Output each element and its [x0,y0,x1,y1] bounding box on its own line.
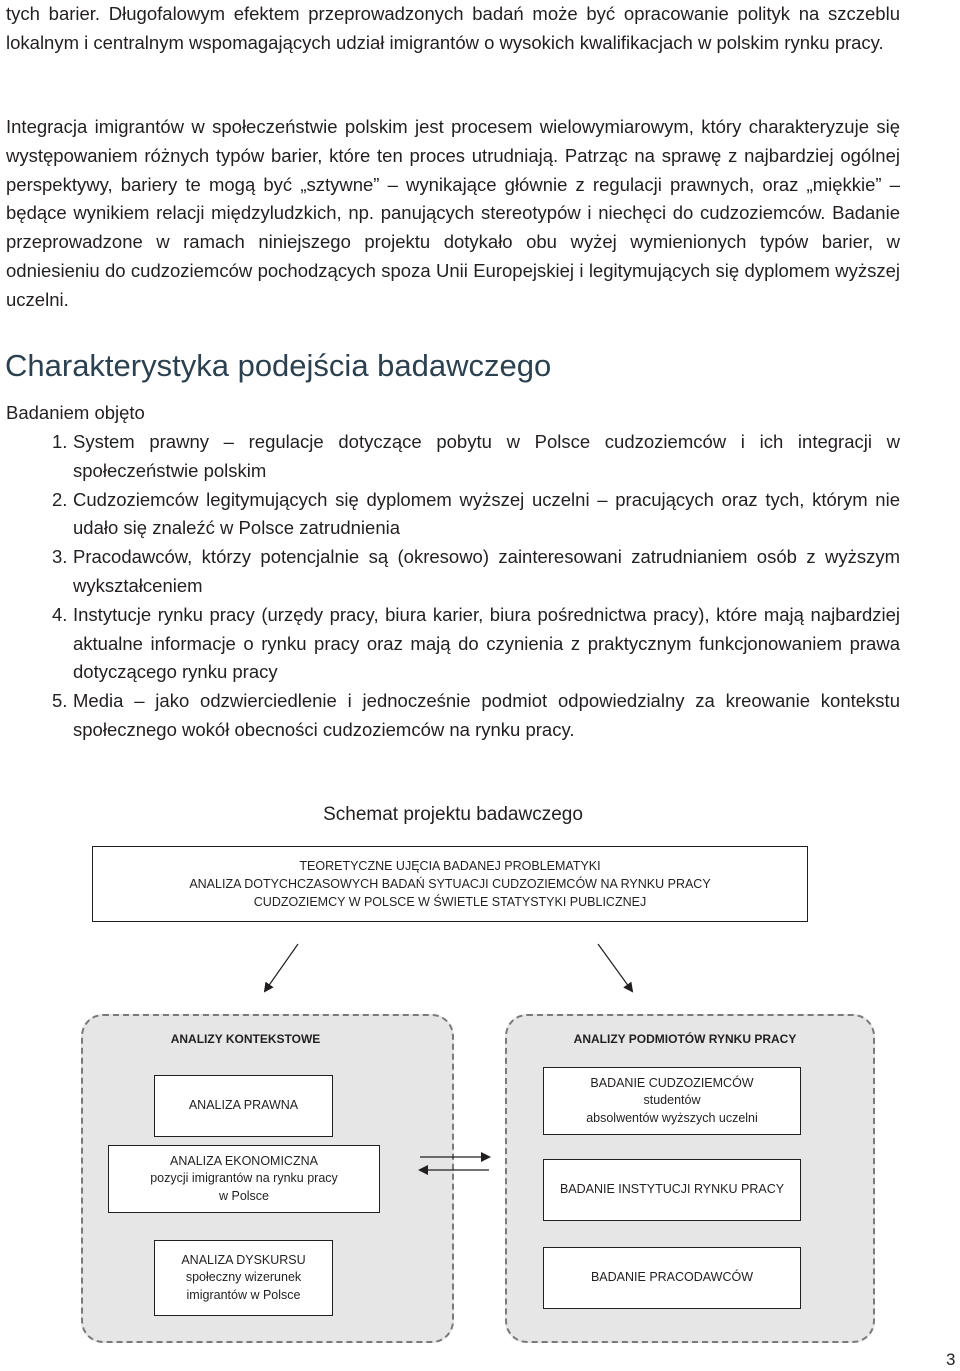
theory-box-line-3: CUDZOZIEMCY W POLSCE W ŚWIETLE STATYSTYKI PUBLICZNEJ [253,895,647,909]
research-scope-list [6,428,900,745]
list-item-text: System prawny – regulacje dotyczące pobytu w Polsce cudzoziemców i ich integracji w społeczeństwie polskim [73,431,900,481]
list-item [6,428,900,486]
legal-analysis-box [154,1075,333,1137]
intro-paragraph-2: Integracja imigrantów w społeczeństwie polskim jest procesem wielowymiarowym, który charakteryzuje się występowaniem różnych typów barier, które ten proces utrudniają. Patrząc na sprawę z najbardziej ogólnej perspektywy, bariery te mogą być „sztywne” – wynikające głównie z regulacji prawnych, oraz „miękkie” – będące wynikiem relacji międzyludzkich, np. panujących stereotypów i niechęci do cudzoziemców. Badanie przeprowadzone w ramach niniejszego projektu dotykało obu wyżej wymienionych typów barier, w odniesieniu do cudzoziemców pochodzących spoza Unii Europejskiej i legitymujących się dyplomem wyższej uczelni. [6,116,900,310]
discourse-analysis-title: ANALIZA DYSKURSU [181,1252,306,1267]
economic-analysis-title: ANALIZA EKONOMICZNA [170,1153,318,1168]
section-heading: Charakterystyka podejścia badawczego [5,348,552,383]
intro-paragraph-1: tych barier. Długofalowym efektem przeprowadzonych badań może być opracowanie polityk na szczeblu lokalnym i centralnym wspomagających udział imigrantów o wysokich kwalifikacjach w polskim rynku pracy. [6,3,900,53]
theory-box [92,846,808,922]
economic-analysis-line-2: pozycji imigrantów na rynku pracy [150,1171,338,1186]
list-item-text: Media – jako odzwierciedlenie i jednocześnie podmiot odpowiedzialny za kreowanie kontekstu społecznego wokół obecności cudzoziemców na rynku pracy. [73,690,900,740]
foreigners-study-line-3: absolwentów wyższych uczelni [586,1110,758,1125]
foreigners-study-box [543,1067,801,1135]
economic-analysis-line-3: w Polsce [218,1188,270,1203]
discourse-analysis-line-3: imigrantów w Polsce [186,1287,301,1302]
institutions-study-title: BADANIE INSTYTUCJI RYNKU PRACY [559,1182,785,1197]
employers-study-title: BADANIE PRACODAWCÓW [590,1270,754,1285]
page-number: 3 [946,1350,956,1369]
list-item-text: Pracodawców, którzy potencjalnie są (okresowo) zainteresowani zatrudnianiem osób z wyższym wykształceniem [73,546,900,596]
list-item [6,543,900,601]
context-analyses-label: ANALIZY KONTEKSTOWE [170,1032,321,1046]
section-subheading: Badaniem objęto [6,402,145,423]
schema-title: Schemat projektu badawczego [323,804,583,825]
arrow-right-down [598,944,632,991]
list-item-text: Instytucje rynku pracy (urzędy pracy, biura karier, biura pośrednictwa pracy), które mają najbardziej aktualne informacje o rynku pracy oraz mają do czynienia z praktycznym funkcjonowaniem prawa dotyczącego rynku pracy [73,603,900,683]
economic-analysis-box [108,1145,380,1213]
list-item-number: 3. [52,546,68,568]
arrow-left-down [265,944,298,991]
list-item [6,687,900,745]
list-item [6,486,900,544]
list-item-number: 4. [52,603,68,625]
list-item-text: Cudzoziemców legitymujących się dyplomem wyższej uczelni – pracujących oraz tych, którym nie udało się znaleźć w Polsce zatrudnienia [73,488,900,539]
discourse-analysis-box [154,1240,333,1316]
list-item-number: 5. [52,690,68,712]
list-item [6,601,900,687]
employers-study-box [543,1247,801,1309]
foreigners-study-line-2: studentów [643,1093,701,1108]
discourse-analysis-line-2: społeczny wizerunek [185,1270,302,1285]
foreigners-study-title: BADANIE CUDZOZIEMCÓW [590,1075,754,1090]
theory-box-line-2: ANALIZA DOTYCHCZASOWYCH BADAŃ SYTUACJI CUDZOZIEMCÓW NA RYNKU PRACY [189,877,711,891]
theory-box-line-1: TEORETYCZNE UJĘCIA BADANEJ PROBLEMATYKI [299,859,601,873]
list-item-number: 2. [52,488,68,510]
list-item-number: 1. [52,431,68,452]
labour-market-analyses-label: ANALIZY PODMIOTÓW RYNKU PRACY [573,1032,797,1046]
legal-analysis-title: ANALIZA PRAWNA [188,1098,299,1113]
institutions-study-box [543,1159,801,1221]
